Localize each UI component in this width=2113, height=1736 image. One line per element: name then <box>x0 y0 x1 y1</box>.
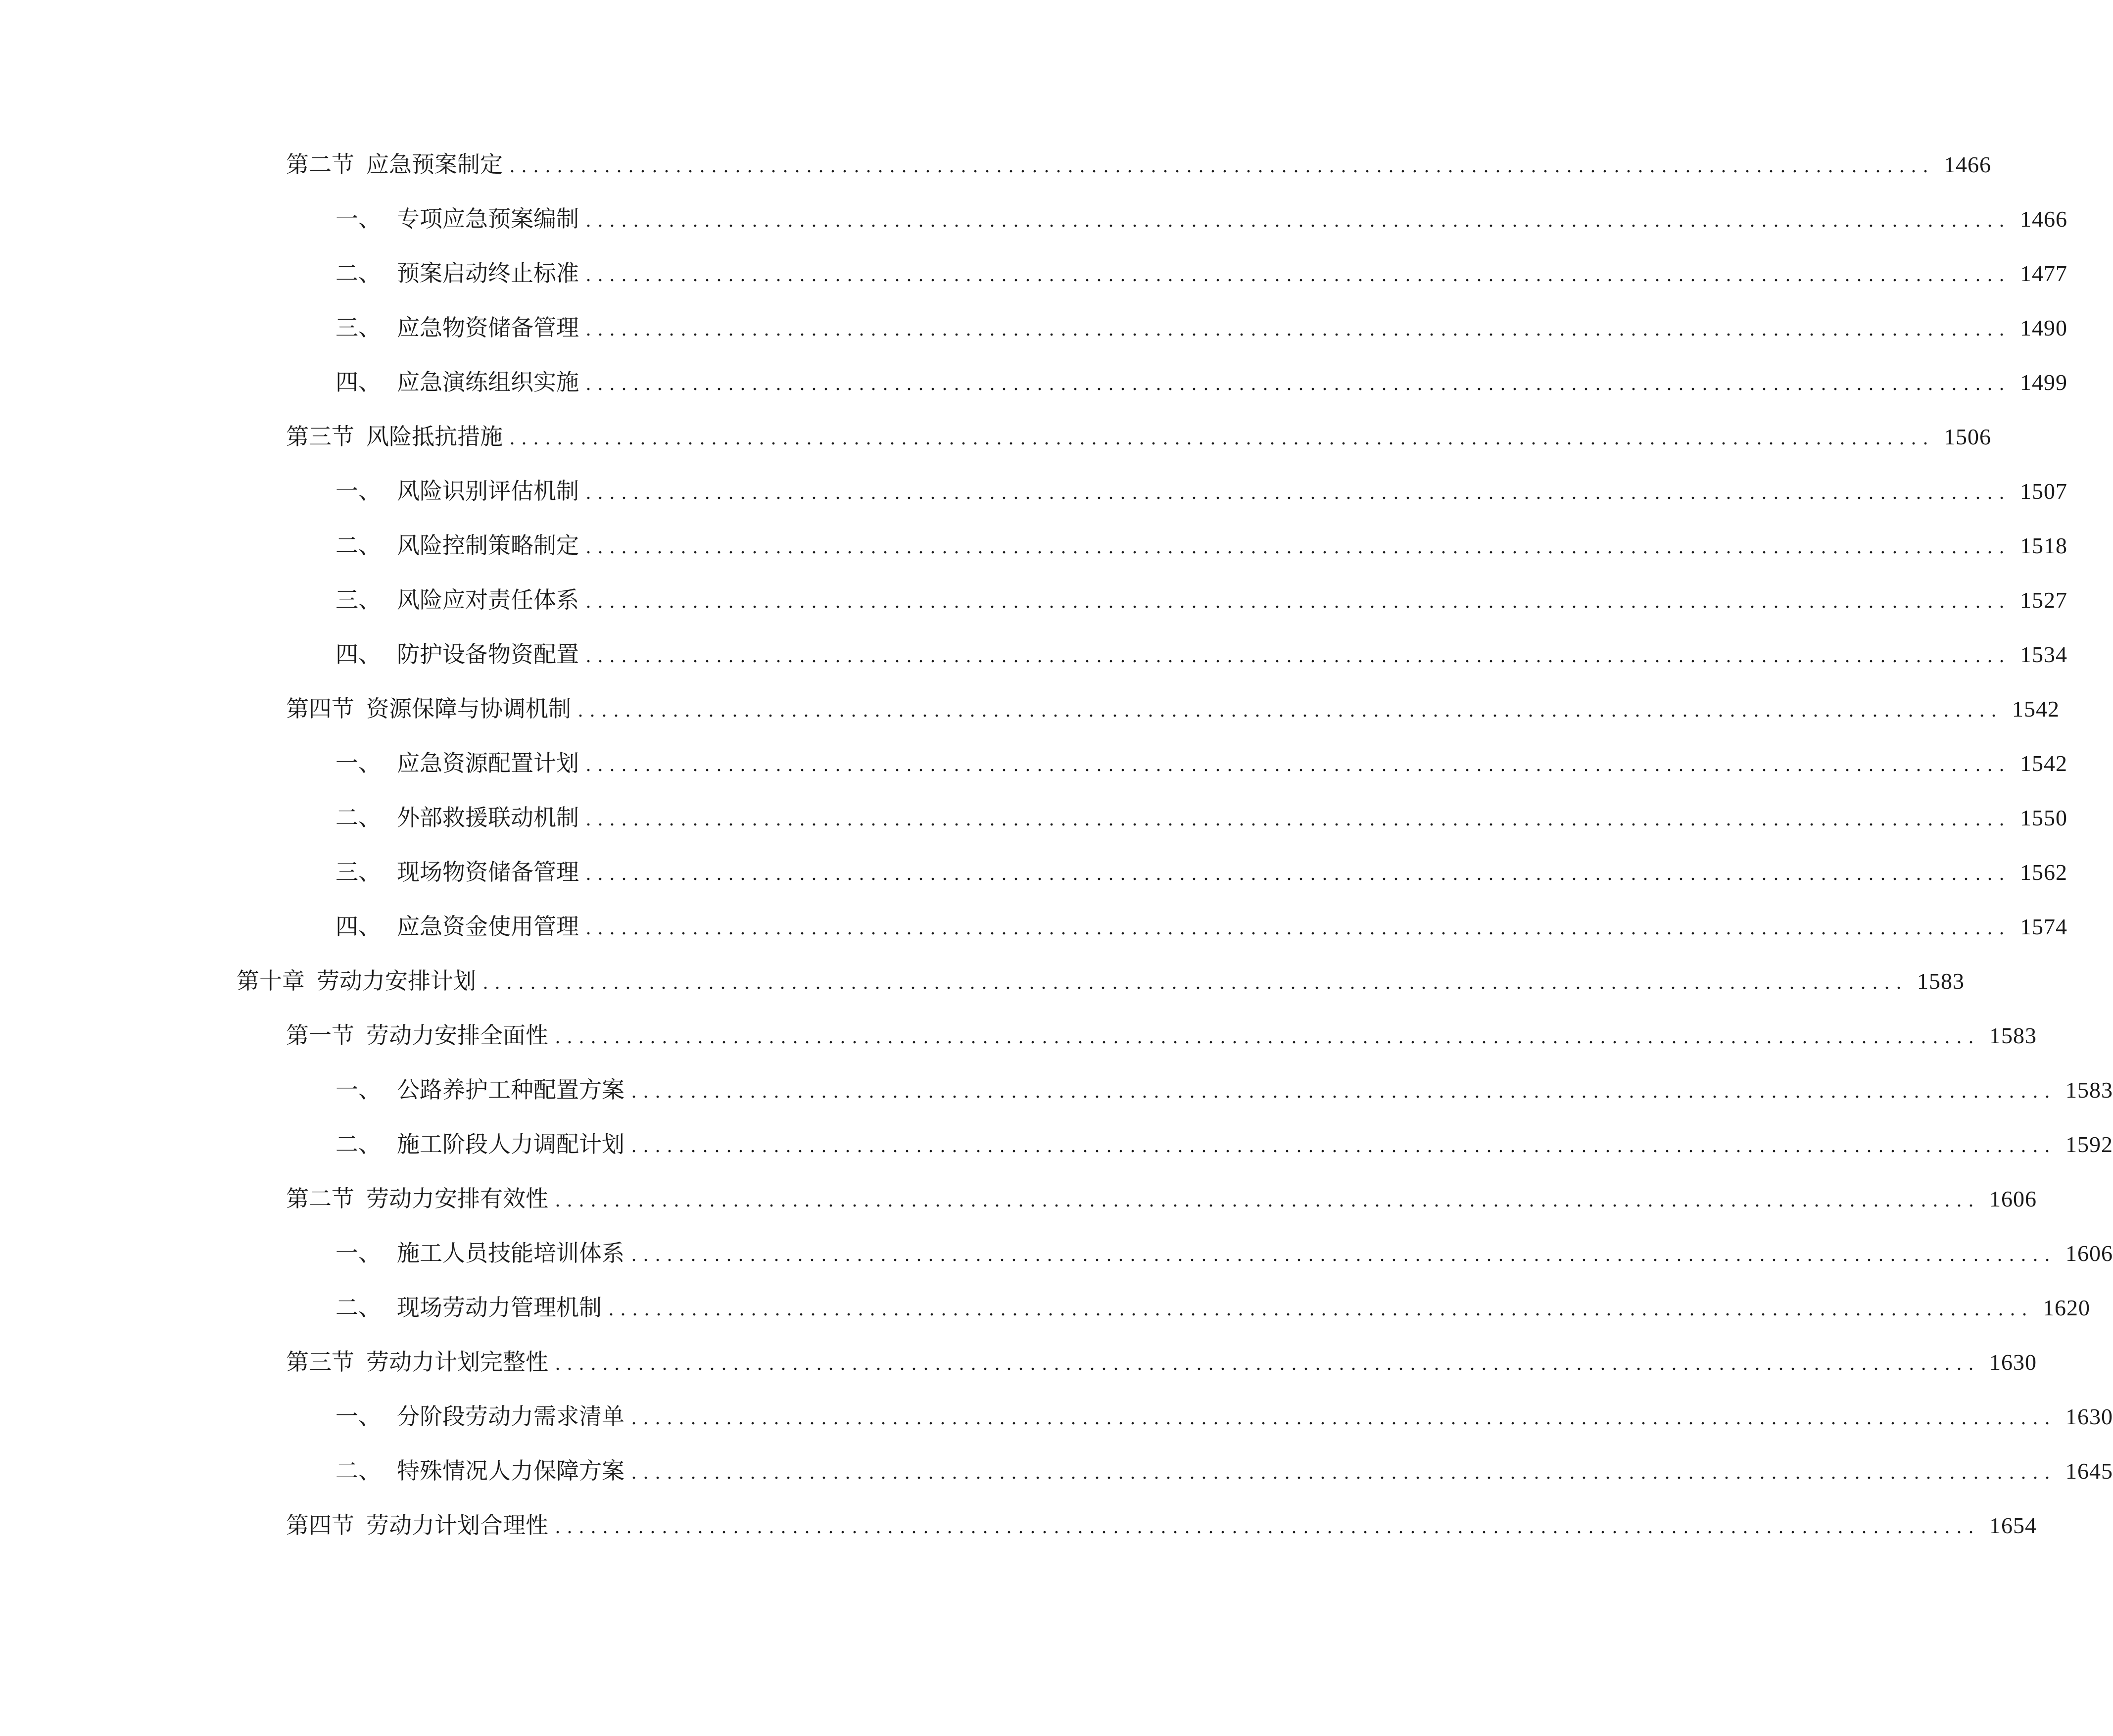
toc-dot-leader: ........................................................................................................................ <box>586 862 2011 884</box>
toc-entry-number: 三、 <box>336 859 381 885</box>
toc-entry-label <box>286 1019 548 1051</box>
toc-page-number: 1550 <box>2020 805 2067 830</box>
toc-entry-number: 一、 <box>336 1240 381 1266</box>
toc-dot-leader: ........................................................................................................................ <box>555 1189 1980 1211</box>
toc-entry[interactable] <box>336 1455 2113 1487</box>
toc-entry-title: 预案启动终止标准 <box>397 260 579 287</box>
toc-entry-label <box>336 1237 624 1269</box>
toc-page-number: 1583 <box>1989 1023 2037 1048</box>
toc-entry-title: 外部救援联动机制 <box>397 804 579 831</box>
toc-entry-label <box>336 747 579 779</box>
toc-page-number: 1620 <box>2043 1295 2090 1320</box>
toc-entry-number: 二、 <box>336 260 381 287</box>
toc-entry-title: 劳动力安排全面性 <box>366 1022 548 1049</box>
toc-dot-leader: ........................................................................................................................ <box>609 1298 2034 1320</box>
toc-dot-leader: ........................................................................................................................ <box>586 753 2011 775</box>
toc-page-number: 1562 <box>2020 860 2067 885</box>
toc-page-number: 1592 <box>2065 1132 2113 1157</box>
toc-entry-number: 二、 <box>336 1294 381 1321</box>
toc-entry[interactable] <box>336 802 2067 833</box>
toc-page-number: 1466 <box>2020 206 2067 232</box>
toc-entry-number: 第四节 <box>286 695 354 722</box>
toc-entry-title: 劳动力计划合理性 <box>366 1512 548 1539</box>
toc-entry-number: 三、 <box>336 586 381 613</box>
toc-entry-label <box>286 1183 548 1214</box>
toc-entry-number: 第十章 <box>237 967 305 994</box>
toc-entry[interactable] <box>286 1183 2037 1214</box>
toc-entry-number: 二、 <box>336 1457 381 1484</box>
toc-entry-title: 资源保障与协调机制 <box>366 695 571 722</box>
toc-entry-title: 应急预案制定 <box>366 151 503 178</box>
toc-entry[interactable] <box>286 1509 2037 1541</box>
toc-dot-leader: ........................................................................................................................ <box>586 535 2011 558</box>
toc-entry[interactable] <box>336 856 2067 888</box>
toc-entry-number: 三、 <box>336 314 381 341</box>
toc-entry-title: 防护设备物资配置 <box>397 641 579 668</box>
toc-entry-number: 一、 <box>336 205 381 232</box>
toc-dot-leader: ........................................................................................................................ <box>586 318 2011 340</box>
toc-entry-number: 二、 <box>336 1131 381 1157</box>
toc-entry-title: 现场物资储备管理 <box>397 859 579 885</box>
toc-entry-title: 劳动力安排有效性 <box>366 1185 548 1212</box>
toc-entry-label <box>336 802 579 833</box>
toc-page-number: 1506 <box>1944 424 1991 449</box>
toc-page-number: 1466 <box>1944 152 1991 177</box>
toc-entry-number: 一、 <box>336 1403 381 1430</box>
toc-page-number: 1645 <box>2065 1458 2113 1484</box>
toc-entry-title: 应急演练组织实施 <box>397 369 579 395</box>
toc-dot-leader: ........................................................................................................................ <box>555 1515 1980 1538</box>
toc-page-number: 1542 <box>2020 751 2067 776</box>
toc-entry[interactable] <box>336 638 2067 670</box>
toc-entry[interactable] <box>336 584 2067 616</box>
toc-entry-label <box>286 421 503 452</box>
toc-dot-leader: ........................................................................................................................ <box>586 263 2011 286</box>
toc-page-number: 1527 <box>2020 587 2067 613</box>
toc-page-number: 1542 <box>2012 696 2060 722</box>
toc-dot-leader: ........................................................................................................................ <box>586 372 2011 394</box>
toc-entry-title: 风险控制策略制定 <box>397 532 579 559</box>
toc-entry-label <box>336 584 579 616</box>
toc-entry-label <box>336 1128 624 1160</box>
toc-entry-number: 第三节 <box>286 1349 354 1375</box>
toc-entry[interactable] <box>336 1400 2113 1432</box>
toc-page-number: 1583 <box>1917 968 1965 994</box>
toc-dot-leader: ........................................................................................................................ <box>631 1080 2057 1102</box>
toc-dot-leader: ........................................................................................................................ <box>631 1406 2057 1429</box>
toc-entry[interactable] <box>286 693 2060 724</box>
toc-dot-leader: ........................................................................................................................ <box>586 209 2011 231</box>
toc-entry-number: 一、 <box>336 478 381 504</box>
toc-page-number: 1606 <box>2065 1241 2113 1266</box>
toc-entry-title: 劳动力安排计划 <box>317 967 476 994</box>
toc-entry[interactable] <box>237 965 1965 997</box>
toc-entry[interactable] <box>336 366 2067 398</box>
toc-page-number: 1630 <box>1989 1350 2037 1375</box>
toc-dot-leader: ........................................................................................................................ <box>586 481 2011 503</box>
toc-entry[interactable] <box>336 1292 2090 1323</box>
toc-entry-label <box>286 693 571 724</box>
toc-entry[interactable] <box>336 1074 2113 1106</box>
toc-entry[interactable] <box>336 1128 2113 1160</box>
toc-entry-number: 四、 <box>336 641 381 668</box>
toc-dot-leader: ........................................................................................................................ <box>586 590 2011 612</box>
toc-entry-number: 第四节 <box>286 1512 354 1539</box>
toc-dot-leader: ........................................................................................................................ <box>631 1134 2057 1157</box>
toc-page-number: 1477 <box>2020 261 2067 286</box>
toc-entry-title: 施工人员技能培训体系 <box>397 1240 624 1266</box>
toc-entry-title: 分阶段劳动力需求清单 <box>397 1403 624 1430</box>
toc-entry-label <box>336 911 579 942</box>
toc-entry-number: 第一节 <box>286 1022 354 1049</box>
toc-entry[interactable] <box>286 1346 2037 1378</box>
toc-entry[interactable] <box>286 1019 2037 1051</box>
toc-entry-label <box>286 1346 548 1378</box>
toc-entry[interactable] <box>286 148 1991 180</box>
toc-entry[interactable] <box>336 312 2067 343</box>
toc-dot-leader: ........................................................................................................................ <box>586 808 2011 830</box>
toc-entry-title: 应急资金使用管理 <box>397 913 579 940</box>
toc-page-number: 1534 <box>2020 642 2067 667</box>
toc-page-number: 1490 <box>2020 315 2067 340</box>
toc-entry-label <box>336 530 579 561</box>
toc-page-number: 1606 <box>1989 1186 2037 1211</box>
toc-entry-number: 第二节 <box>286 1185 354 1212</box>
toc-entry-label <box>286 148 503 180</box>
toc-entry[interactable] <box>336 530 2067 561</box>
toc-entry-number: 二、 <box>336 532 381 559</box>
toc-dot-leader: ........................................................................................................................ <box>510 427 1935 449</box>
toc-entry-title: 风险识别评估机制 <box>397 478 579 504</box>
toc-entry-label <box>336 257 579 289</box>
toc-entry-label <box>336 856 579 888</box>
toc-entry-label <box>336 1400 624 1432</box>
toc-page-number: 1499 <box>2020 370 2067 395</box>
toc-entry-label <box>237 965 476 997</box>
toc-entry[interactable] <box>286 421 1991 452</box>
toc-entry-number: 第二节 <box>286 151 354 178</box>
toc-entry-title: 风险应对责任体系 <box>397 586 579 613</box>
toc-entry-title: 公路养护工种配置方案 <box>397 1076 624 1103</box>
toc-entry-title: 施工阶段人力调配计划 <box>397 1131 624 1157</box>
toc-entry[interactable] <box>336 257 2067 289</box>
toc-entry-title: 应急物资储备管理 <box>397 314 579 341</box>
toc-entry-label <box>336 312 579 343</box>
toc-dot-leader: ........................................................................................................................ <box>483 971 1908 993</box>
toc-dot-leader: ........................................................................................................................ <box>510 154 1935 177</box>
toc-entry-label <box>336 366 579 398</box>
toc-dot-leader: ........................................................................................................................ <box>555 1025 1980 1048</box>
toc-page-number: 1583 <box>2065 1077 2113 1103</box>
toc-entry-title: 现场劳动力管理机制 <box>397 1294 602 1321</box>
toc-entry-number: 一、 <box>336 1076 381 1103</box>
toc-dot-leader: ........................................................................................................................ <box>555 1352 1980 1374</box>
toc-dot-leader: ........................................................................................................................ <box>578 699 2003 721</box>
toc-page-number: 1518 <box>2020 533 2067 558</box>
toc-page-number: 1654 <box>1989 1513 2037 1538</box>
toc-entry-label <box>336 1074 624 1106</box>
toc-dot-leader: ........................................................................................................................ <box>586 644 2011 667</box>
toc-entry-label <box>336 475 579 507</box>
toc-entry[interactable] <box>336 203 2067 235</box>
toc-page-number: 1630 <box>2065 1404 2113 1429</box>
toc-entry-number: 四、 <box>336 369 381 395</box>
toc-entry[interactable] <box>336 475 2067 507</box>
toc-entry-number: 一、 <box>336 750 381 776</box>
toc-dot-leader: ........................................................................................................................ <box>631 1243 2057 1265</box>
toc-entry-title: 风险抵抗措施 <box>366 423 503 450</box>
toc-entry-label <box>336 1292 602 1323</box>
toc-entry-label <box>286 1509 548 1541</box>
toc-entry-title: 应急资源配置计划 <box>397 750 579 776</box>
toc-dot-leader: ........................................................................................................................ <box>631 1461 2057 1483</box>
toc-entry-number: 二、 <box>336 804 381 831</box>
toc-entry-label <box>336 638 579 670</box>
toc-entry-title: 专项应急预案编制 <box>397 205 579 232</box>
toc-dot-leader: ........................................................................................................................ <box>586 916 2011 939</box>
toc-page-number: 1507 <box>2020 479 2067 504</box>
toc-entry-number: 第三节 <box>286 423 354 450</box>
toc-entry-title: 劳动力计划完整性 <box>366 1349 548 1375</box>
toc-entry[interactable] <box>336 747 2067 779</box>
toc-entry-label <box>336 1455 624 1487</box>
toc-entry-label <box>336 203 579 235</box>
toc-entry[interactable] <box>336 1237 2113 1269</box>
toc-entry-number: 四、 <box>336 913 381 940</box>
toc-entry-title: 特殊情况人力保障方案 <box>397 1457 624 1484</box>
toc-entry[interactable] <box>336 911 2067 942</box>
toc-page-number: 1574 <box>2020 914 2067 939</box>
